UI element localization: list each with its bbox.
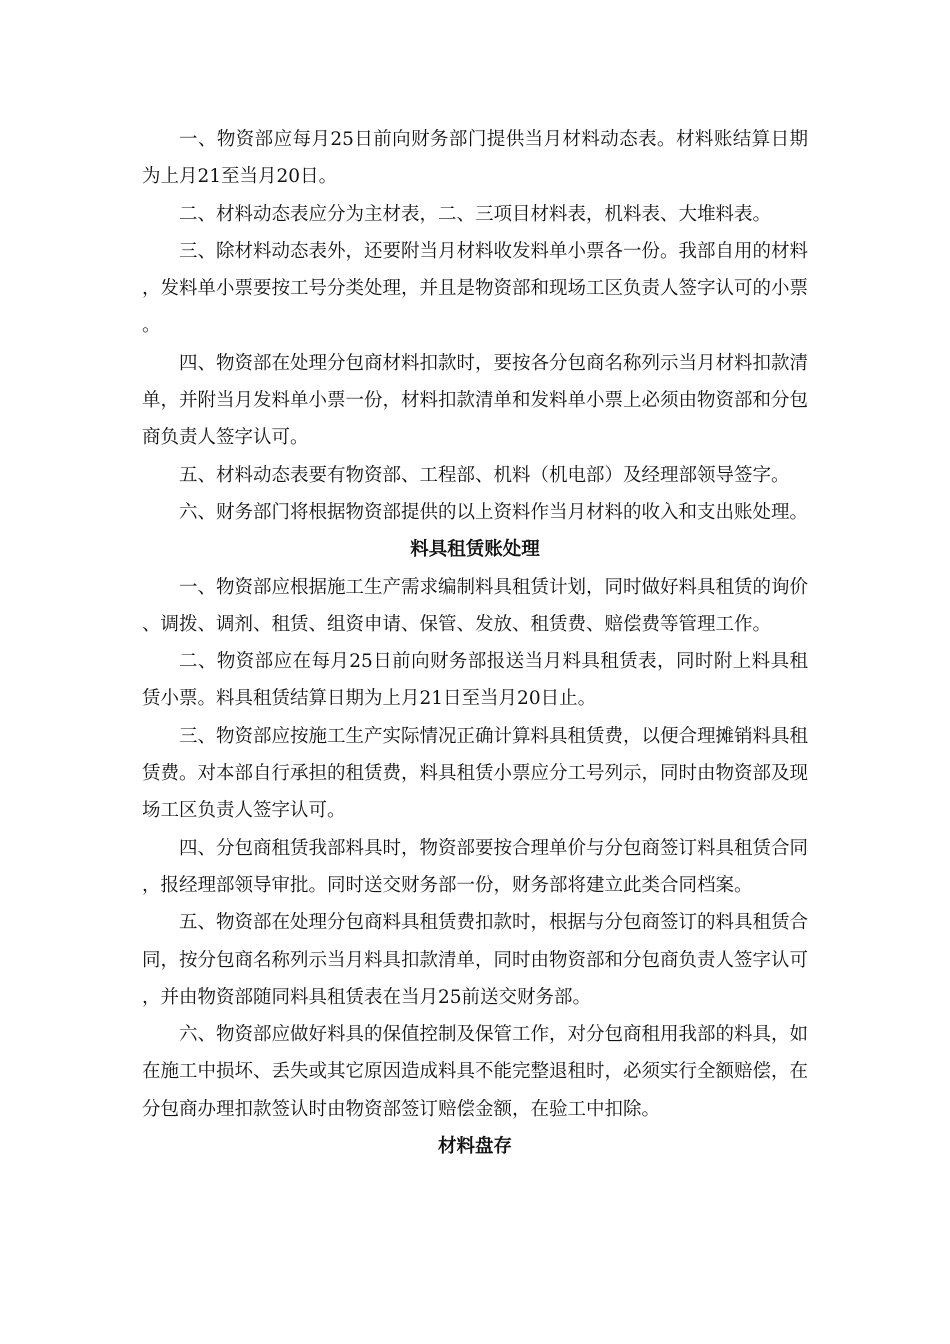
rental-paragraph-1: 一、物资部应根据施工生产需求编制料具租赁计划，同时做好料具租赁的询价、调拨、调剂、租赁、组资申请、保管、发放、租赁费、赔偿费等管理工作。	[142, 576, 809, 635]
section-title-inventory: 材料盘存	[437, 1136, 512, 1158]
document-page	[142, 121, 808, 1165]
intro-paragraph-5: 五、材料动态表要有物资部、工程部、机料（机电部）及经理部领导签字。	[179, 464, 790, 486]
section-title-rental: 料具租赁账处理	[410, 539, 540, 561]
rental-paragraph-4: 四、分包商租赁我部料具时，物资部要按合理单价与分包商签订料具租赁合同，报经理部领导审批。同时送交财务部一份，财务部将建立此类合同档案。	[142, 837, 809, 896]
rental-paragraph-3: 三、物资部应按施工生产实际情况正确计算料具租赁费，以便合理摊销料具租赁费。对本部自行承担的租赁费，料具租赁小票应分工号列示，同时由物资部及现场工区负责人签字认可。	[142, 725, 809, 822]
intro-paragraph-2: 二、材料动态表应分为主材表，二、三项目材料表，机料表、大堆料表。	[179, 203, 772, 225]
rental-paragraph-5: 五、物资部在处理分包商料具租赁费扣款时，根据与分包商签订的料具租赁合同，按分包商名称列示当月料具扣款清单，同时由物资部和分包商负责人签字认可，并由物资部随同料具租赁表在当月25前送交财务部。	[142, 912, 809, 1008]
intro-paragraph-4: 四、物资部在处理分包商材料扣款时，要按各分包商名称列示当月材料扣款清单，并附当月发料单小票一份，材料扣款清单和发料单小票上必须由物资部和分包商负责人签字认可。	[142, 352, 809, 449]
rental-paragraph-6: 六、物资部应做好料具的保值控制及保管工作，对分包商租用我部的料具，如在施工中损坏、丢失或其它原因造成料具不能完整退租时，必须实行全额赔偿，在分包商办理扣款签认时由物资部签订赔偿金额，在验工中扣除。	[142, 1024, 809, 1120]
intro-paragraph-3: 三、除材料动态表外，还要附当月材料收发料单小票各一份。我部自用的材料，发料单小票要按工号分类处理，并且是物资部和现场工区负责人签字认可的小票。	[142, 240, 809, 337]
intro-paragraph-1: 一、物资部应每月25日前向财务部门提供当月材料动态表。材料账结算日期为上月21至当月20日。	[142, 129, 808, 188]
rental-paragraph-2: 二、物资部应在每月25日前向财务部报送当月料具租赁表，同时附上料具租赁小票。料具租赁结算日期为上月21日至当月20日止。	[142, 651, 808, 710]
intro-paragraph-6: 六、财务部门将根据物资部提供的以上资料作当月材料的收入和支出账处理。	[179, 501, 809, 523]
